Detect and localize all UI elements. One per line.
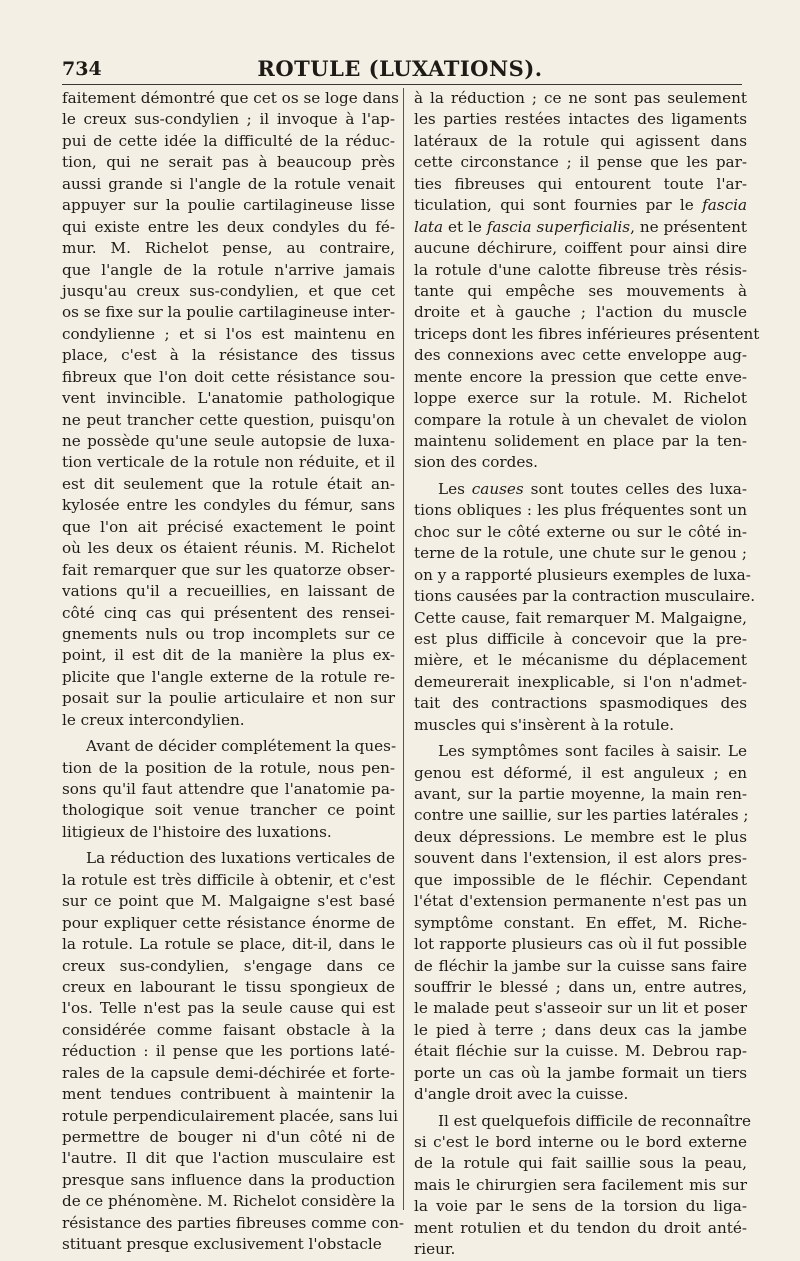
text-line: jusqu'au creux sus-condylien, et que cet — [62, 281, 395, 300]
text-line: symptôme constant. En effet, M. Riche- — [414, 913, 747, 932]
text-line: stituant presque exclusivement l'obstacle — [62, 1235, 382, 1254]
text-line: tions causées par la contraction musculaire. — [414, 587, 756, 606]
text-line: demeurerait inexplicable, si l'on n'admet- — [414, 672, 747, 691]
text-line: tion, qui ne serait pas à beaucoup près — [62, 153, 395, 172]
text-line: tante qui empêche ses mouvements à — [414, 281, 747, 300]
text-line: Avant de décider complétement la ques- — [86, 737, 397, 756]
text-line: muscles qui s'insèrent à la rotule. — [414, 715, 675, 734]
text-line: côté cinq cas qui présentent des rensei- — [62, 603, 395, 622]
text-line: tions obliques : les plus fréquentes sont un — [414, 501, 747, 520]
text-line: rales de la capsule demi-déchirée et forte- — [62, 1063, 395, 1082]
running-title: ROTULE (LUXATIONS). — [257, 56, 543, 81]
text-line: contre une saillie, sur les parties latérales ; — [414, 806, 749, 825]
text-line: point, il est dit de la manière la plus ex- — [62, 646, 395, 665]
header-rule — [62, 84, 742, 85]
text-line: de la rotule qui fait saillie sous la peau, — [414, 1154, 747, 1173]
text-line: mière, et le mécanisme du déplacement — [414, 651, 747, 670]
text-line: aussi grande si l'angle de la rotule venait — [62, 174, 395, 193]
text-line: droite et à gauche ; l'action du muscle — [414, 303, 747, 322]
text-line: litigieux de l'histoire des luxations. — [62, 822, 332, 841]
text-line: aucune déchirure, coiffent pour ainsi dire — [414, 239, 747, 258]
text-line: Cette cause, fait remarquer M. Malgaigne, — [414, 608, 747, 627]
text-line: posait sur la poulie articulaire et non sur — [62, 689, 395, 708]
text-line: pour expliquer cette résistance énorme de — [62, 913, 395, 932]
text-line: plicite que l'angle externe de la rotule re- — [62, 667, 395, 686]
text-line: faitement démontré que cet os se loge dans — [62, 89, 399, 107]
text-line: rotule perpendiculairement placée, sans lui — [62, 1106, 398, 1125]
text-line: sur ce point que M. Malgaigne s'est basé — [62, 892, 395, 911]
text-line: que impossible de le fléchir. Cependant — [414, 870, 747, 889]
text-line: l'état d'extension permanente n'est pas un — [414, 892, 747, 911]
text-line: de ce phénomène. M. Richelot considère la — [62, 1192, 395, 1211]
text-line: ticulation, qui sont fournies par le fascia — [414, 196, 747, 215]
text-line: fibreux que l'on doit cette résistance sou- — [62, 367, 395, 386]
text-line: genou est déformé, il est anguleux ; en — [414, 763, 747, 782]
text-line: fait remarquer que sur les quatorze obser- — [62, 560, 395, 579]
text-line: triceps dont les fibres inférieures présentent — [414, 324, 760, 343]
text-line: la rotule d'une calotte fibreuse très résis- — [414, 260, 747, 279]
text-line: tion verticale de la rotule non réduite, et il — [62, 453, 395, 472]
text-line: que l'on ait précisé exactement le point — [62, 517, 395, 536]
text-line: vations qu'il a recueillies, en laissant de — [62, 582, 395, 601]
text-line: réduction : il pense que les portions laté- — [62, 1042, 395, 1061]
text-line: sons qu'il faut attendre que l'anatomie pa- — [62, 780, 395, 798]
text-line: on y a rapporté plusieurs exemples de luxa- — [414, 565, 751, 584]
text-line: de fléchir la jambe sur la cuisse sans faire — [414, 956, 747, 975]
text-line: Les symptômes sont faciles à saisir. Le — [438, 742, 747, 761]
text-line: cette circonstance ; il pense que les par- — [414, 153, 747, 172]
text-line: lata et le fascia superficialis, ne présentent — [414, 217, 747, 236]
text-line: latéraux de la rotule qui agissent dans — [414, 131, 747, 150]
text-line: gnements nuls ou trop incomplets sur ce — [62, 624, 395, 643]
text-line: maintenu solidement en place par la ten- — [414, 432, 747, 450]
text-line: ne possède qu'une seule autopsie de luxa- — [62, 432, 395, 450]
text-line: est plus difficile à concevoir que la pre- — [414, 629, 747, 648]
text-line: condylienne ; et si l'os est maintenu en — [62, 324, 395, 343]
text-line: des connexions avec cette enveloppe aug- — [414, 346, 747, 365]
text-line: tait des contractions spasmodiques des — [414, 694, 747, 713]
text-line: était fléchie sur la cuisse. M. Debrou rap- — [414, 1042, 747, 1061]
text-line: thologique soit venue trancher ce point — [62, 801, 395, 820]
text-line: vent invincible. L'anatomie pathologique — [62, 389, 395, 408]
text-line: le malade peut s'asseoir sur un lit et poser — [414, 999, 747, 1018]
text-line: la voie par le sens de la torsion du liga- — [414, 1197, 747, 1216]
text-line: où les deux os étaient réunis. M. Richelot — [62, 539, 395, 558]
text-line: La réduction des luxations verticales de — [86, 849, 395, 868]
text-line: le creux sus-condylien ; il invoque à l'ap- — [62, 110, 395, 129]
text-line: l'os. Telle n'est pas la seule cause qui est — [62, 999, 395, 1018]
text-line: souvent dans l'extension, il est alors pres- — [414, 849, 747, 868]
text-line: à la réduction ; ce ne sont pas seulement — [414, 89, 747, 107]
text-line: que l'angle de la rotule n'arrive jamais — [62, 260, 395, 279]
text-line: ment tendues contribuent à maintenir la — [62, 1085, 395, 1104]
text-line: loppe exerce sur la rotule. M. Richelot — [414, 389, 747, 408]
text-line: si c'est le bord interne ou le bord externe — [414, 1133, 747, 1151]
text-line: creux en labourant le tissu spongieux de — [62, 977, 395, 996]
right-column — [414, 88, 760, 1259]
text-line: pui de cette idée la difficulté de la réduc- — [62, 131, 395, 150]
text-line: presque sans influence dans la production — [62, 1170, 395, 1189]
text-line: deux dépressions. Le membre est le plus — [414, 827, 747, 846]
text-line: compare la rotule à un chevalet de violon — [414, 410, 747, 429]
text-line: le creux intercondylien. — [62, 710, 245, 729]
text-line: d'angle droit avec la cuisse. — [414, 1085, 629, 1104]
text-line: Les causes sont toutes celles des luxa- — [438, 479, 747, 498]
text-line: choc sur le côté externe ou sur le côté in- — [414, 522, 747, 541]
text-line: os se fixe sur la poulie cartilagineuse inter- — [62, 303, 396, 322]
text-line: considérée comme faisant obstacle à la — [62, 1020, 395, 1039]
text-line: résistance des parties fibreuses comme con- — [62, 1213, 405, 1232]
text-line: ne peut trancher cette question, puisqu'on — [62, 410, 395, 429]
text-line: sion des cordes. — [414, 453, 538, 472]
text-line: mente encore la pression que cette enve- — [414, 367, 747, 386]
text-line: kylosée entre les condyles du fémur, sans — [62, 496, 395, 515]
text-line: ment rotulien et du tendon du droit anté- — [414, 1218, 747, 1237]
text-line: permettre de bouger ni d'un côté ni de — [62, 1128, 395, 1146]
text-line: la rotule. La rotule se place, dit-il, dans le — [62, 935, 395, 954]
text-line: qui existe entre les deux condyles du fé- — [62, 217, 395, 236]
text-line: les parties restées intactes des ligaments — [414, 110, 747, 129]
text-line: avant, sur la partie moyenne, la main ren- — [414, 785, 747, 803]
text-line: Il est quelquefois difficile de reconnaître — [438, 1111, 752, 1130]
text-line: mur. M. Richelot pense, au contraire, — [62, 239, 395, 258]
text-line: ties fibreuses qui entourent toute l'ar- — [414, 174, 747, 193]
text-line: le pied à terre ; dans deux cas la jambe — [414, 1020, 747, 1039]
column-divider — [403, 88, 404, 1210]
text-line: appuyer sur la poulie cartilagineuse lisse — [62, 196, 395, 215]
text-line: terne de la rotule, une chute sur le genou ; — [414, 544, 747, 563]
page-number: 734 — [62, 58, 102, 80]
text-line: l'autre. Il dit que l'action musculaire est — [62, 1149, 395, 1168]
text-line: lot rapporte plusieurs cas où il fut possible — [414, 935, 747, 954]
left-column — [62, 88, 405, 1254]
text-line: tion de la position de la rotule, nous pen- — [62, 758, 395, 777]
text-line: porte un cas où la jambe formait un tiers — [414, 1063, 747, 1082]
text-line: est dit seulement que la rotule était an- — [62, 474, 395, 493]
text-line: souffrir le blessé ; dans un, entre autres, — [414, 977, 747, 996]
text-line: place, c'est à la résistance des tissus — [62, 346, 395, 365]
text-line: la rotule est très difficile à obtenir, et c'est — [62, 870, 395, 889]
text-line: creux sus-condylien, s'engage dans ce — [62, 956, 395, 975]
text-line: rieur. — [414, 1240, 456, 1259]
text-line: mais le chirurgien sera facilement mis sur — [414, 1175, 747, 1194]
